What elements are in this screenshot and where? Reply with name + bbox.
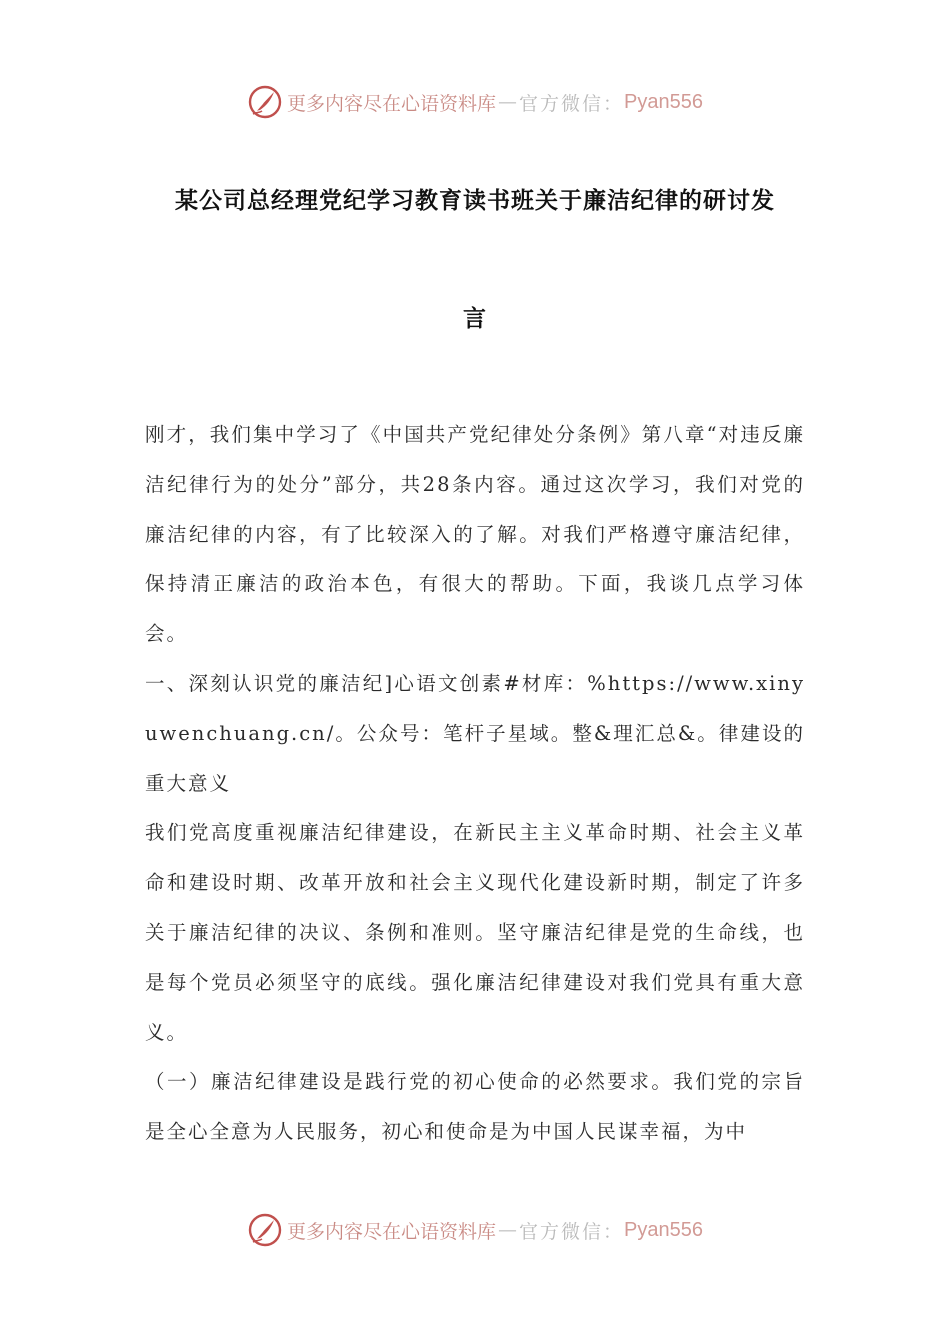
quill-logo-icon — [247, 84, 283, 120]
document-body — [145, 410, 805, 1157]
paragraph-section-one-body: 我们党高度重视廉洁纪律建设，在新民主主义革命时期、社会主义革命和建设时期、改革开放和社会主义现代化建设新时期，制定了许多关于廉洁纪律的决议、条例和准则。坚守廉洁纪律是党的生命线，也是每个党员必须坚守的底线。强化廉洁纪律建设对我们党具有重大意义。 — [145, 821, 805, 1044]
header-wechat-label: 官方微信： — [519, 92, 625, 115]
footer-wechat-label: 官方微信： — [519, 1220, 625, 1243]
document-title-line1: 某公司总经理党纪学习教育读书班关于廉洁纪律的研讨发 — [175, 188, 775, 214]
header-brand-text: 更多内容尽在心语资料库 — [287, 92, 497, 115]
paragraph-section-one-heading: 一、深刻认识党的廉洁纪]心语文创素#材库：%https://www.xinyuwenchuang.cn/。公众号：笔杆子星域。整&理汇总&。律建设的重大意义 — [145, 671, 805, 795]
document-title-line2: 言 — [463, 306, 487, 332]
header-wechat-id: Pyan556 — [624, 90, 703, 113]
footer-dash: — — [498, 1219, 518, 1241]
footer-banner — [0, 1208, 950, 1252]
footer-wechat-id: Pyan556 — [624, 1218, 703, 1241]
header-dash: — — [498, 91, 518, 113]
quill-logo-icon — [247, 1212, 283, 1248]
paragraph-intro: 刚才，我们集中学习了《中国共产党纪律处分条例》第八章“对违反廉洁纪律行为的处分”部分，共28条内容。通过这次学习，我们对党的廉洁纪律的内容，有了比较深入的了解。对我们严格遵守廉洁纪律，保持清正廉洁的政治本色，有很大的帮助。下面，我谈几点学习体会。 — [145, 423, 805, 646]
header-banner — [0, 80, 950, 124]
footer-brand-text: 更多内容尽在心语资料库 — [287, 1220, 497, 1243]
paragraph-subsection-one: （一）廉洁纪律建设是践行党的初心使命的必然要求。我们党的宗旨是全心全意为人民服务，初心和使命是为中国人民谋幸福，为中 — [145, 1070, 805, 1144]
